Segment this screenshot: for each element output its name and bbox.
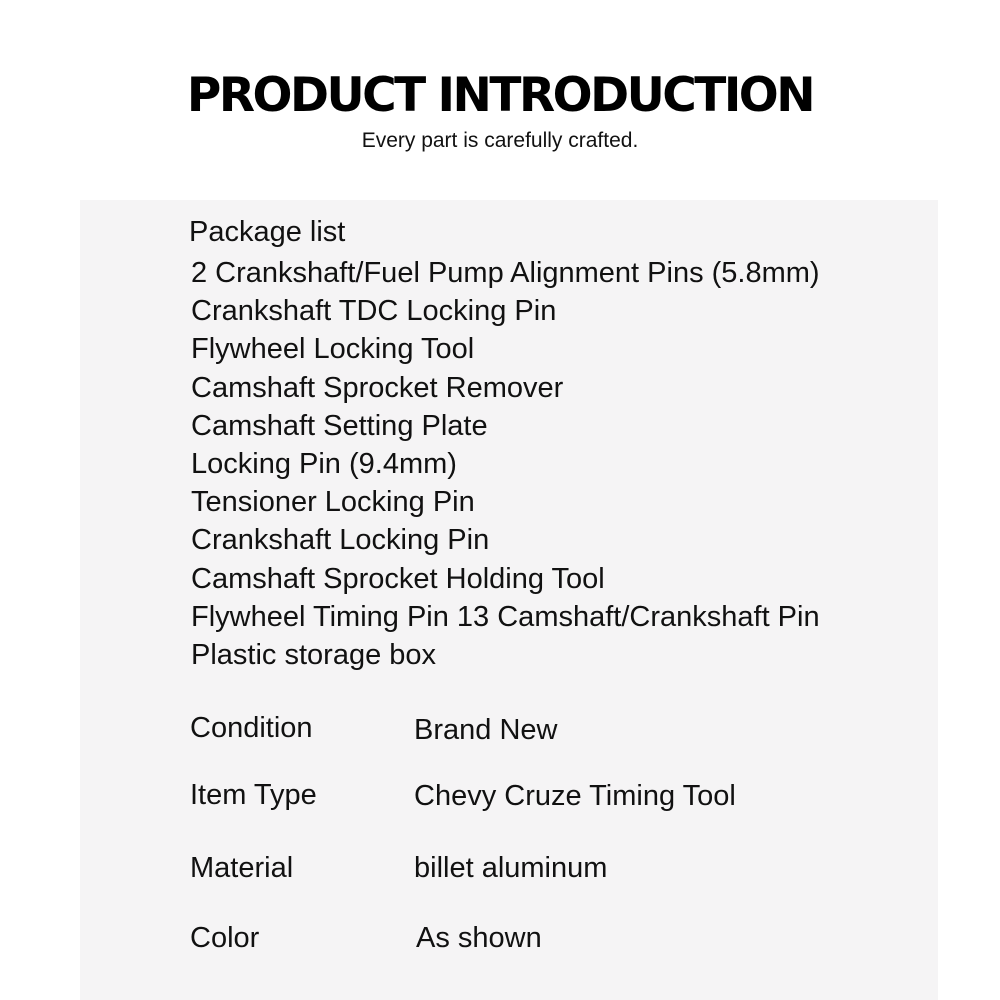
package-item: 2 Crankshaft/Fuel Pump Alignment Pins (5.8mm): [191, 257, 820, 289]
page-title: PRODUCT INTRODUCTION: [186, 68, 814, 123]
package-item: Camshaft Setting Plate: [191, 409, 488, 442]
spec-value: Chevy Cruze Timing Tool: [414, 780, 736, 812]
package-list-heading: Package list: [189, 216, 346, 248]
spec-row-material: [80, 848, 938, 888]
spec-row-condition: [80, 708, 938, 748]
package-item: Crankshaft Locking Pin: [191, 524, 490, 557]
product-details-panel: [80, 200, 938, 1000]
package-item: Tensioner Locking Pin: [191, 486, 475, 519]
package-item: Plastic storage box: [191, 638, 437, 671]
spec-label: Condition: [190, 712, 313, 744]
spec-value: Brand New: [414, 714, 558, 746]
package-item: Camshaft Sprocket Remover: [191, 371, 564, 404]
spec-row-item-type: [80, 775, 938, 815]
package-item: Flywheel Timing Pin 13 Camshaft/Crankshaft Pin: [191, 600, 820, 633]
spec-value: billet aluminum: [414, 852, 608, 884]
spec-row-color: [80, 918, 938, 958]
package-item: Locking Pin (9.4mm): [191, 447, 457, 480]
package-list: [191, 254, 820, 674]
spec-label: Item Type: [190, 779, 317, 811]
page-subtitle: Every part is carefully crafted.: [361, 129, 639, 152]
spec-label: Color: [190, 922, 260, 954]
spec-value: As shown: [416, 922, 542, 954]
spec-label: Material: [190, 852, 294, 884]
package-item: Camshaft Sprocket Holding Tool: [191, 562, 605, 595]
package-item: Flywheel Locking Tool: [191, 333, 475, 366]
package-item: Crankshaft TDC Locking Pin: [191, 295, 557, 328]
